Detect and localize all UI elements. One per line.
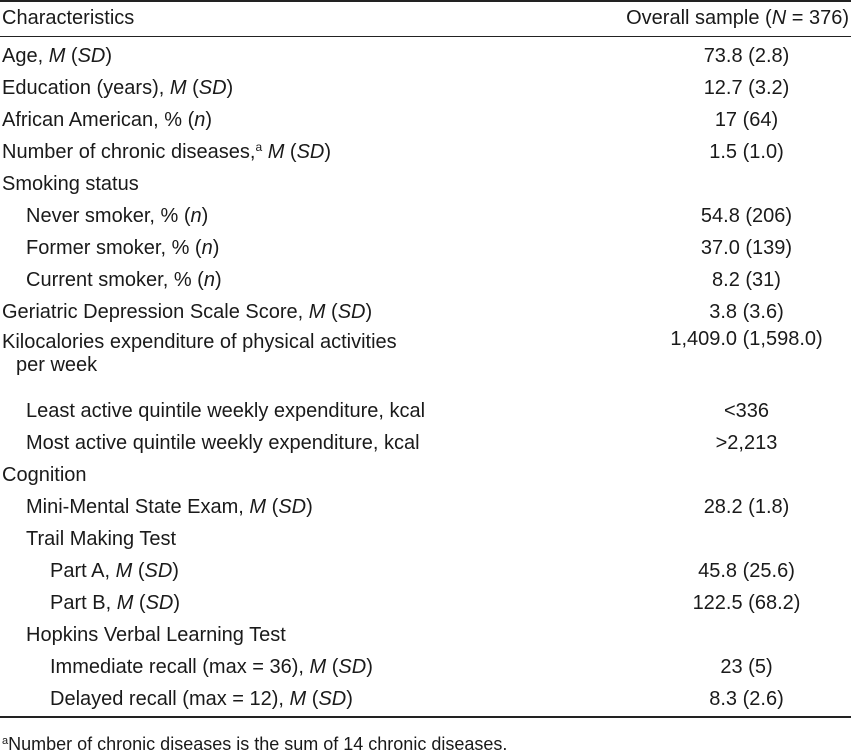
section-label: Hopkins Verbal Learning Test [26,623,286,646]
row-value: 54.8 (206) [700,204,793,227]
row-value: 23 (5) [720,655,773,678]
row-value: 1,409.0 (1,598.0) [670,328,823,350]
table-row [0,72,851,104]
table-row [0,395,851,427]
table-row [0,328,851,395]
table-row-section [0,523,851,555]
row-label: Education (years), M (SD) [2,76,234,99]
row-value: >2,213 [715,431,778,454]
row-label: Geriatric Depression Scale Score, M (SD) [2,300,373,323]
row-value: 12.7 (3.2) [703,76,790,99]
header-overall-sample: Overall sample (N = 376) [626,6,849,29]
table-footnote: $^a$Number of chronic diseases is the sum of 14 chronic diseases. [2,734,508,754]
table-row [0,587,851,619]
row-label: Number of chronic diseases,$^a$ M (SD) [2,139,332,163]
table-row [0,296,851,328]
row-value: 122.5 (68.2) [692,591,801,614]
row-value [580,523,851,555]
table-row [0,200,851,232]
row-value: 8.3 (2.6) [709,687,784,710]
row-label: Part A, M (SD) [50,559,179,582]
table-row [0,264,851,296]
footnote-marker: a [255,139,263,154]
row-value: 17 (64) [714,108,779,131]
section-label: Smoking status [2,172,139,195]
row-value: 28.2 (1.8) [703,495,790,518]
row-label: Most active quintile weekly expenditure, kcal [26,431,420,454]
row-value: 45.8 (25.6) [698,559,795,582]
row-value [580,168,851,200]
table-row [0,427,851,459]
row-value: 8.2 (31) [712,268,781,291]
row-label: Current smoker, % (n) [26,268,222,291]
row-label: Mini-Mental State Exam, M (SD) [26,495,313,518]
table-row-section [0,168,851,200]
section-label: Trail Making Test [26,527,177,550]
table-row [0,136,851,168]
row-label: Immediate recall (max = 36), M (SD) [50,655,373,678]
row-value: 73.8 (2.8) [703,44,790,67]
table-row [0,104,851,136]
row-label: Age, M (SD) [2,44,113,67]
table-row [0,232,851,264]
row-value [580,459,851,491]
table-row [0,683,851,715]
table-row [0,651,851,683]
table-row [0,555,851,587]
table-row-section [0,619,851,651]
row-label: Part B, M (SD) [50,591,181,614]
row-value: 1.5 (1.0) [709,140,784,163]
row-label: Never smoker, % (n) [26,204,209,227]
table-row-section [0,459,851,491]
row-value [580,619,851,651]
row-label: Kilocalories expenditure of physical activities per week [2,331,397,376]
row-label: African American, % (n) [2,108,213,131]
footnote-marker: a [2,735,9,747]
row-value: 3.8 (3.6) [709,300,784,323]
row-label: Delayed recall (max = 12), M (SD) [50,687,353,710]
row-label: Former smoker, % (n) [26,236,220,259]
row-value: 37.0 (139) [700,236,793,259]
table-bottom-rule [0,716,851,718]
header-characteristics: Characteristics [2,6,135,29]
table-row [0,491,851,523]
table-row [0,36,851,72]
section-label: Cognition [2,463,87,486]
table-header-row [0,0,851,36]
row-label: Least active quintile weekly expenditure, kcal [26,399,426,422]
row-value: <336 [723,399,770,422]
